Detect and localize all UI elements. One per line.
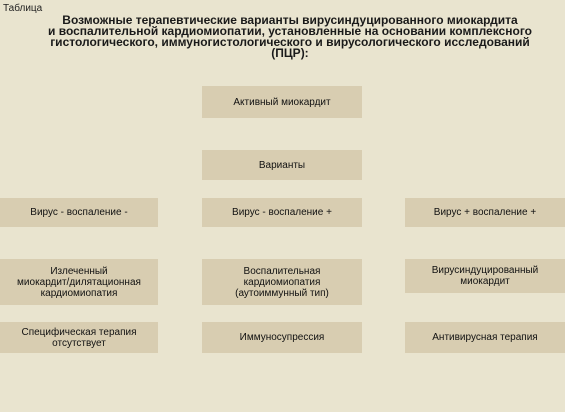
root-box-active-myocarditis <box>202 86 362 118</box>
therapy-box-antiviral <box>405 322 565 353</box>
condition-box-virus-pos-inflammation-pos <box>405 198 565 227</box>
outcome-line: Излеченный <box>50 265 108 277</box>
therapy-box-no-specific-therapy <box>0 322 158 353</box>
outcome-line: (аутоиммунный тип) <box>235 287 329 299</box>
title-line: гистологического, иммуногистологического и вирусологического исследований (ПЦР): <box>50 35 530 60</box>
outcome-line: миокардит <box>460 276 510 287</box>
condition-label: Вирус - воспаление - <box>30 207 128 218</box>
outcome-line: кардиомиопатия <box>40 287 118 299</box>
outcome-line: Воспалительная <box>243 265 321 277</box>
therapy-line: отсутствует <box>52 337 106 349</box>
therapy-box-immunosuppression <box>202 322 362 353</box>
condition-label: Вирус - воспаление + <box>232 207 332 218</box>
title-line: Возможные терапевтические варианты вирусиндуцированного миокардита <box>62 13 518 27</box>
condition-box-virus-neg-inflammation-pos <box>202 198 362 227</box>
therapy-line: Специфическая терапия <box>21 326 137 338</box>
root-label: Активный миокардит <box>233 96 331 108</box>
variants-box <box>202 150 362 180</box>
title-line: и воспалительной кардиомиопатии, установленные на основании комплексного <box>48 24 532 38</box>
outcome-box-healed-myocarditis <box>0 259 158 305</box>
therapy-line: Иммуносупрессия <box>239 332 325 343</box>
therapy-line: Антивирусная терапия <box>432 332 538 343</box>
condition-box-virus-neg-inflammation-neg <box>0 198 158 227</box>
outcome-line: миокардит/дилятационная <box>17 276 141 288</box>
outcome-line: кардиомиопатия <box>243 276 321 288</box>
outcome-box-inflammatory-cardiomyopathy <box>202 259 362 305</box>
outcome-line: Вирусиндуцированный <box>431 265 539 276</box>
page-title <box>30 15 550 59</box>
outcome-box-virus-induced-myocarditis <box>405 259 565 293</box>
table-label: Таблица <box>3 3 43 14</box>
condition-label: Вирус + воспаление + <box>433 207 537 218</box>
variants-label: Варианты <box>258 159 306 171</box>
